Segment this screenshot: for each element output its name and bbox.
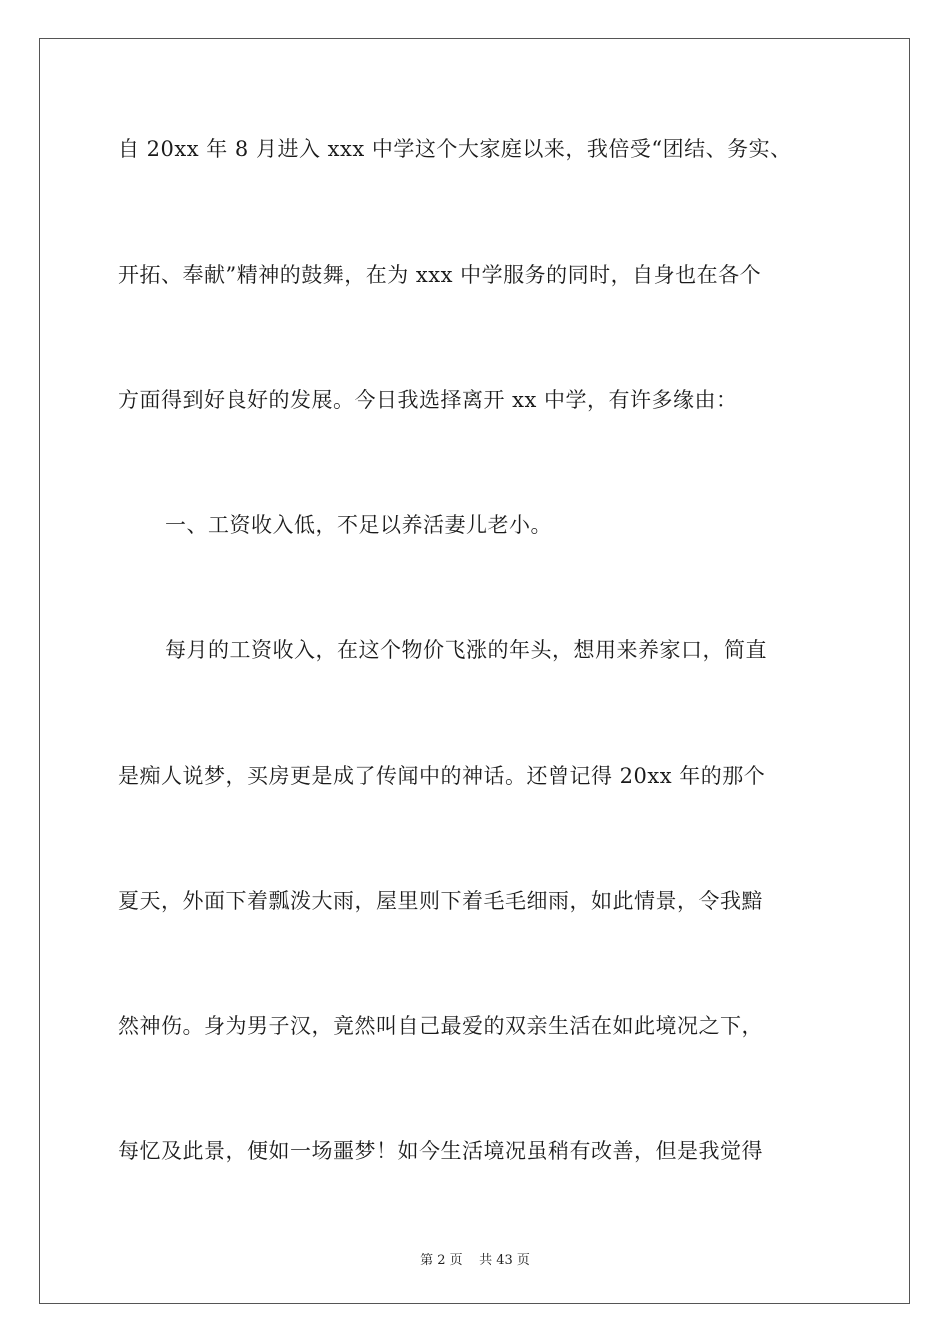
text-line: 开拓、奉献”精神的鼓舞，在为 xxx 中学服务的同时，自身也在各个 <box>118 263 762 287</box>
text-line: 是痴人说梦，买房更是成了传闻中的神话。还曾记得 20xx 年的那个 <box>118 764 766 788</box>
text-line: 自 20xx 年 8 月进入 xxx 中学这个大家庭以来，我倍受“团结、务实、 <box>118 137 792 161</box>
page-number-footer: 第 2 页 共 43 页 <box>420 1253 530 1268</box>
text-line: 然神伤。身为男子汉，竟然叫自己最爱的双亲生活在如此境况之下， <box>118 1014 763 1038</box>
text-line: 夏天，外面下着瓢泼大雨，屋里则下着毛毛细雨，如此情景，令我黯 <box>118 889 763 913</box>
section-heading: 一、工资收入低，不足以养活妻儿老小。 <box>165 513 552 537</box>
text-line: 方面得到好良好的发展。今日我选择离开 xx 中学，有许多缘由： <box>118 388 738 412</box>
page-border <box>39 38 910 1304</box>
text-line: 每月的工资收入，在这个物价飞涨的年头，想用来养家口，简直 <box>165 638 767 662</box>
text-line: 每忆及此景，便如一场噩梦！如今生活境况虽稍有改善，但是我觉得 <box>118 1139 763 1163</box>
